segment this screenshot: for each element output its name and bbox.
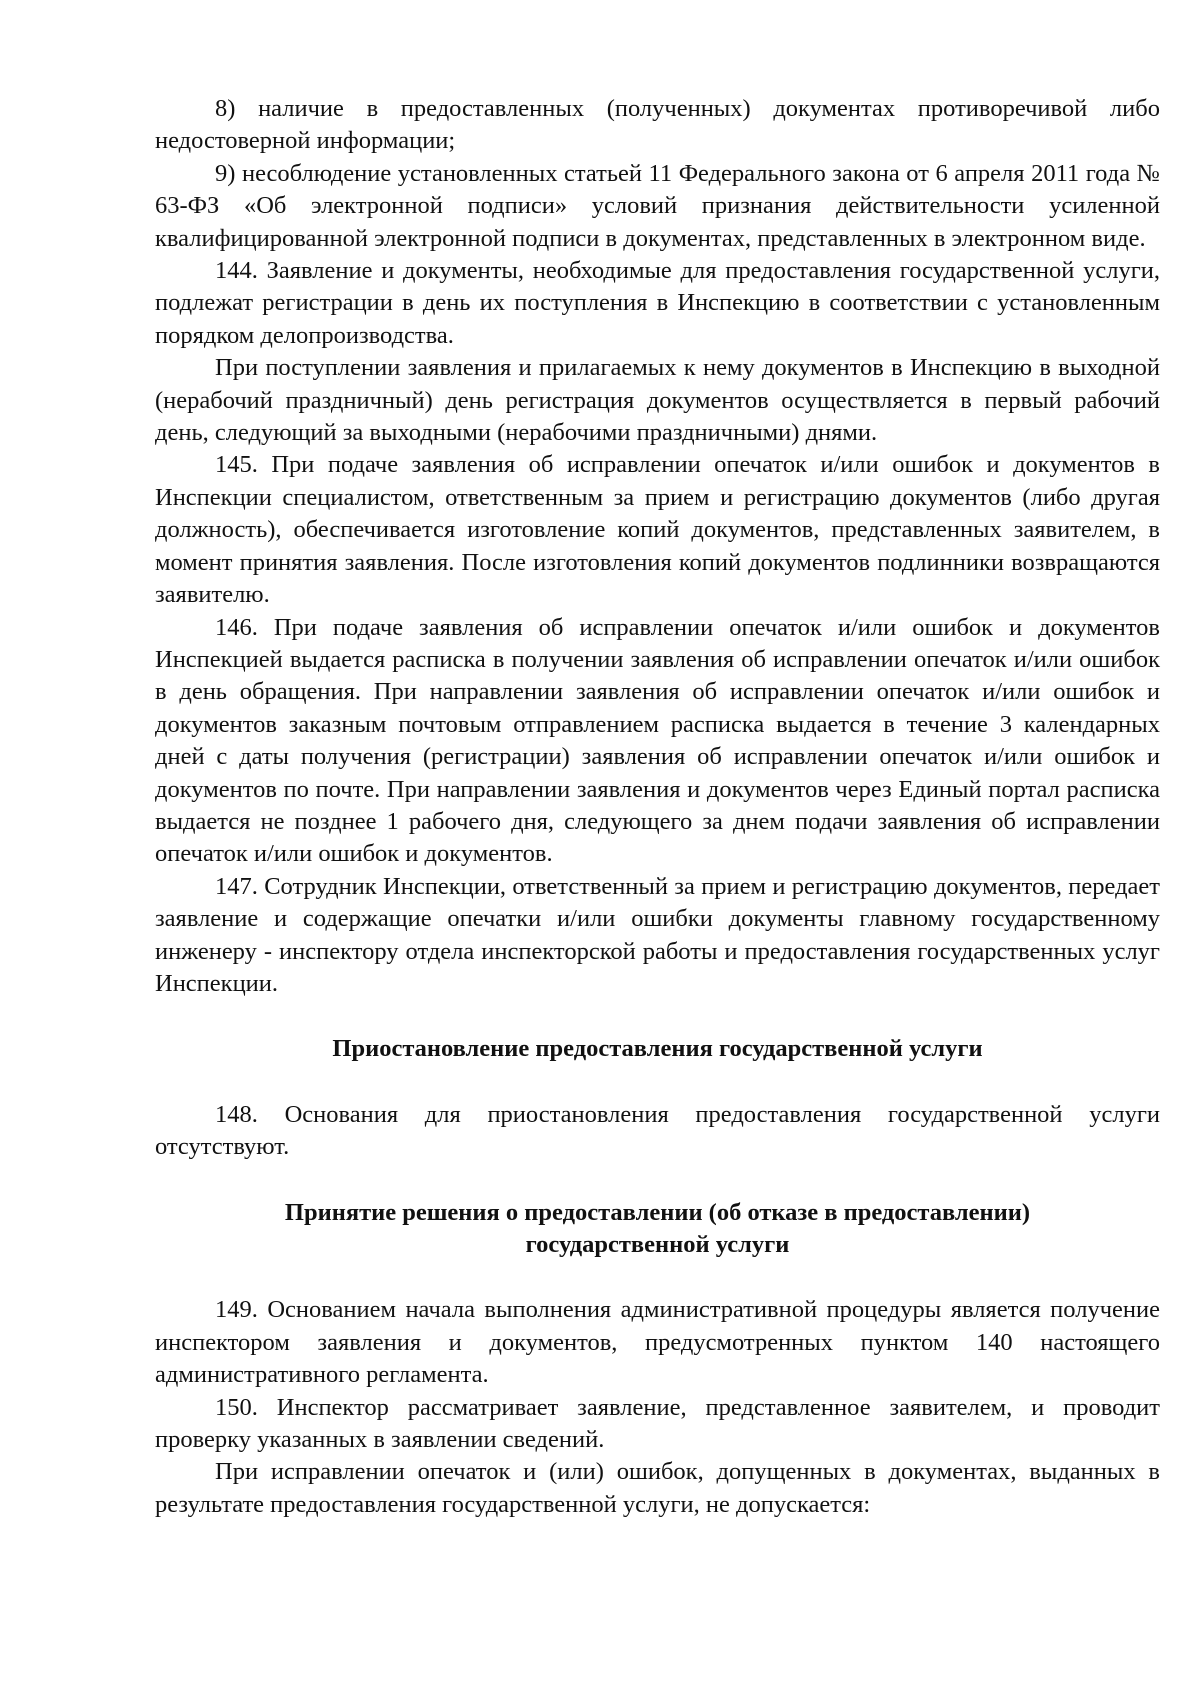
paragraph-148: 148. Основания для приостановления предоставления государственной услуги отсутствуют. bbox=[155, 1100, 1160, 1161]
paragraph-150-continuation: При исправлении опечаток и (или) ошибок, допущенных в документах, выданных в результате предоставления государственной услуги, не допускается: bbox=[155, 1458, 1160, 1518]
section-heading-decision bbox=[155, 1197, 1160, 1262]
paragraph-144-continuation: При поступлении заявления и прилагаемых к нему документов в Инспекцию в выходной (нерабочий праздничный) день регистрация документов осуществляется в первый рабочий день, следующий за выходными (нерабочими праздничными) днями. bbox=[155, 354, 1160, 447]
section-heading-suspension: Приостановление предоставления государственной услуги bbox=[332, 1035, 983, 1063]
paragraph-146: 146. При подаче заявления об исправлении опечаток и/или ошибок и документов Инспекцией выдается расписка в получении заявления об исправлении опечаток и/или ошибок в день обращения. При направлении заявления об исправлении опечаток и/или ошибок и документов заказным почтовым отправлением расписка выдается в течение 3 календарных дней с даты получения (регистрации) заявления об исправлении опечаток и/или ошибок и документов по почте. При направлении заявления и документов через Единый портал расписка выдается не позднее 1 рабочего дня, следующего за днем подачи заявления об исправлении опечаток и/или ошибок и документов. bbox=[155, 613, 1160, 868]
document-page bbox=[155, 93, 1160, 1521]
paragraph-item-8: 8) наличие в предоставленных (полученных) документах противоречивой либо недостоверной информации; bbox=[155, 95, 1160, 155]
paragraph-149: 149. Основанием начала выполнения административной процедуры является получение инспектором заявления и документов, предусмотренных пунктом 140 настоящего административного регламента. bbox=[155, 1296, 1160, 1389]
paragraph-147: 147. Сотрудник Инспекции, ответственный за прием и регистрацию документов, передает заявление и содержащие опечатки и/или ошибки документы главному государственному инженеру - инспектору отдела инспекторской работы и предоставления государственных услуг Инспекции. bbox=[155, 872, 1160, 997]
paragraph-item-9: 9) несоблюдение установленных статьей 11 Федерального закона от 6 апреля 2011 года № 63-ФЗ «Об электронной подписи» условий признания действительности усиленной квалифицированной электронной подписи в документах, представленных в электронном виде. bbox=[155, 159, 1160, 252]
section-heading-decision-line1: Принятие решения о предоставлении (об отказе в предоставлении) bbox=[284, 1198, 1031, 1226]
paragraph-150: 150. Инспектор рассматривает заявление, представленное заявителем, и проводит проверку указанных в заявлении сведений. bbox=[155, 1393, 1160, 1454]
section-heading-decision-line2: государственной услуги bbox=[525, 1231, 790, 1258]
paragraph-145: 145. При подаче заявления об исправлении опечаток и/или ошибок и документов в Инспекции специалистом, ответственным за прием и регистрацию документов (либо другая должность), обеспечивается изготовление копий документов, представленных заявителем, в момент принятия заявления. После изготовления копий документов подлинники возвращаются заявителю. bbox=[155, 451, 1160, 609]
paragraph-144: 144. Заявление и документы, необходимые для предоставления государственной услуги, подлежат регистрации в день их поступления в Инспекцию в соответствии с установленным порядком делопроизводства. bbox=[155, 257, 1160, 349]
